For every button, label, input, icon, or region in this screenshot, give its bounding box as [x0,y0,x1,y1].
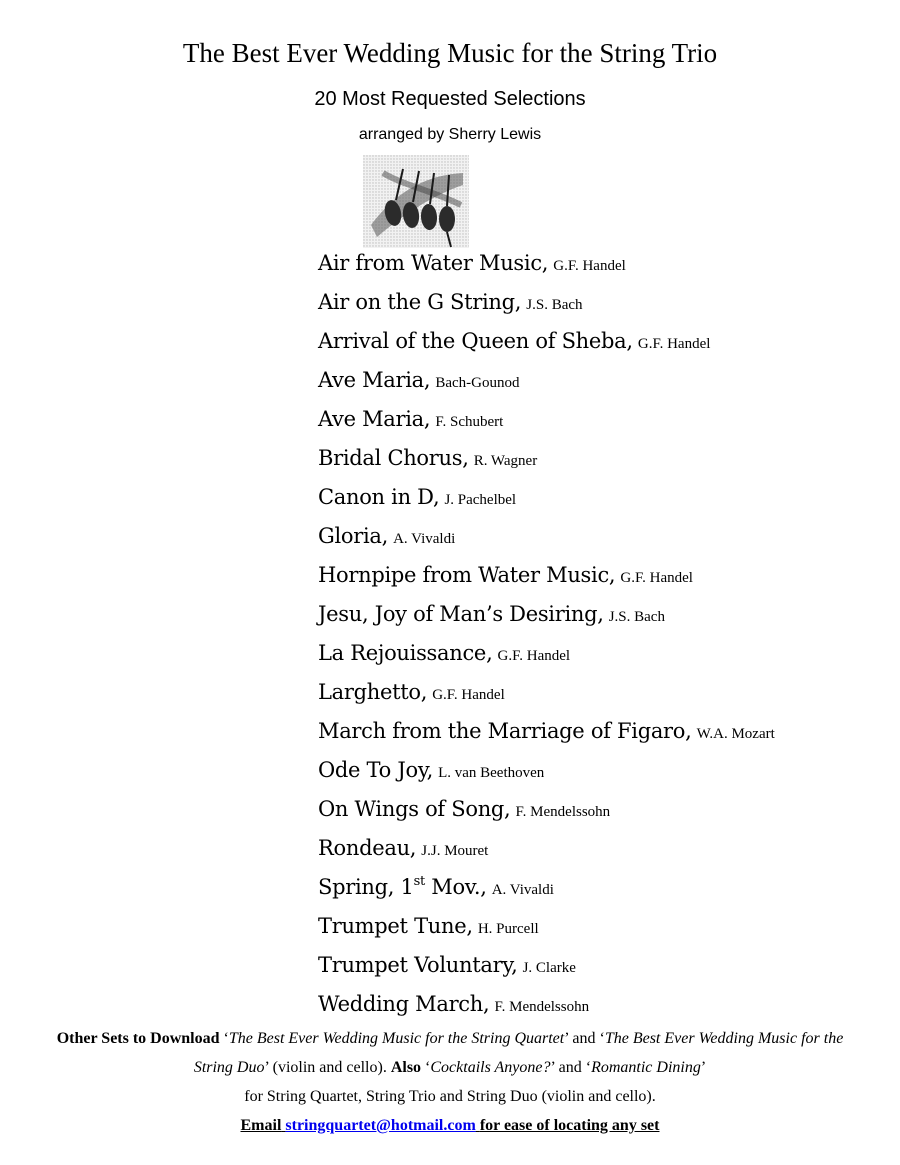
list-item [318,400,775,439]
set-title: Cocktails Anyone? [430,1059,551,1076]
list-item [318,673,775,712]
piece-title: La Rejouissance, [318,641,493,665]
piece-title: Rondeau, [318,836,417,860]
set-title: The Best Ever Wedding Music for the String Quartet [228,1030,565,1047]
piece-title: Hornpipe from Water Music, [318,563,616,587]
composer-name: W.A. Mozart [696,726,775,742]
page-title: The Best Ever Wedding Music for the String Trio [182,38,718,68]
piece-title: On Wings of Song, [318,797,511,821]
composer-name: J.S. Bach [608,609,665,625]
piece-title: Ode To Joy, [318,758,433,782]
set-title: Romantic Dining [591,1059,701,1076]
also-label: Also [390,1059,422,1076]
list-item [318,868,775,907]
list-item [318,712,775,751]
list-item [318,322,775,361]
list-item [318,439,775,478]
list-item [318,283,775,322]
composer-name: G.F. Handel [637,336,711,352]
composer-name: G.F. Handel [432,687,505,703]
list-item [318,790,775,829]
list-item [318,478,775,517]
piece-title: Arrival of the Queen of Sheba, [318,329,633,353]
list-item [318,985,775,1024]
piece-title: Trumpet Voluntary, [318,953,518,977]
piece-title: Gloria, [318,524,388,548]
piece-title: Ave Maria, [318,407,431,431]
composer-name: G.F. Handel [620,570,693,586]
composer-name: A. Vivaldi [491,882,554,898]
list-item [318,829,775,868]
piece-title: Larghetto, [318,680,428,704]
piece-title: March from the Marriage of Figaro, [318,719,692,743]
arranger-credit: arranged by Sherry Lewis [358,126,542,143]
selection-list [318,244,775,1024]
list-item [318,361,775,400]
other-sets-label: Other Sets to Download [56,1030,220,1047]
composer-name: F. Schubert [435,414,504,430]
list-item [318,946,775,985]
list-item [318,244,775,283]
composer-name: F. Mendelssohn [494,999,590,1015]
composer-name: J. Clarke [522,960,576,976]
composer-name: G.F. Handel [497,648,571,664]
piece-title: Air from Water Music, [318,251,549,275]
ensemble-note: for String Quartet, String Trio and String Duo (violin and cello). [244,1088,656,1105]
set-title: The Best Ever Wedding Music for the String Duo [193,1030,844,1076]
composer-name: A. Vivaldi [393,531,456,547]
list-item [318,595,775,634]
ordinal-superscript: st [413,874,425,889]
list-item [318,751,775,790]
piece-title: Jesu, Joy of Man’s Desiring, [318,602,604,626]
composer-name: H. Purcell [477,921,539,937]
list-item [318,907,775,946]
piece-title: Trumpet Tune, [318,914,473,938]
page-subtitle: 20 Most Requested Selections [314,88,586,110]
piece-title: Spring, 1st Mov., [318,874,487,899]
list-item [318,634,775,673]
composer-name: Bach-Gounod [435,375,520,391]
piece-title: Air on the G String, [318,290,522,314]
list-item [318,556,775,595]
piece-title: Ave Maria, [318,368,431,392]
composer-name: J. Pachelbel [444,492,517,508]
violins-sketch-icon [363,155,469,248]
composer-name: G.F. Handel [553,258,626,274]
composer-name: J.S. Bach [526,297,583,313]
piece-title: Bridal Chorus, [318,446,469,470]
email-link[interactable]: stringquartet@hotmail.com [285,1117,476,1134]
composer-name: J.J. Mouret [421,843,489,859]
composer-name: R. Wagner [473,453,538,469]
composer-name: L. van Beethoven [438,765,545,781]
piece-title: Canon in D, [318,485,440,509]
piece-title: Wedding March, [318,992,490,1016]
other-sets-note: Other Sets to Download ‘The Best Ever Wedding Music for the String Quartet’ and ‘The Best Ever Wedding Music for the String Duo’ (violin and cello). Also ‘Cocktails Anyone?’ and ‘Romantic Dining’ for String Quartet, String Trio and String Duo (violin and cello). Email stringquartet@hotmail.com for ease of locating any set [56,1030,844,1134]
email-line: Email stringquartet@hotmail.com for ease of locating any set [240,1117,660,1134]
list-item [318,517,775,556]
composer-name: F. Mendelssohn [515,804,611,820]
